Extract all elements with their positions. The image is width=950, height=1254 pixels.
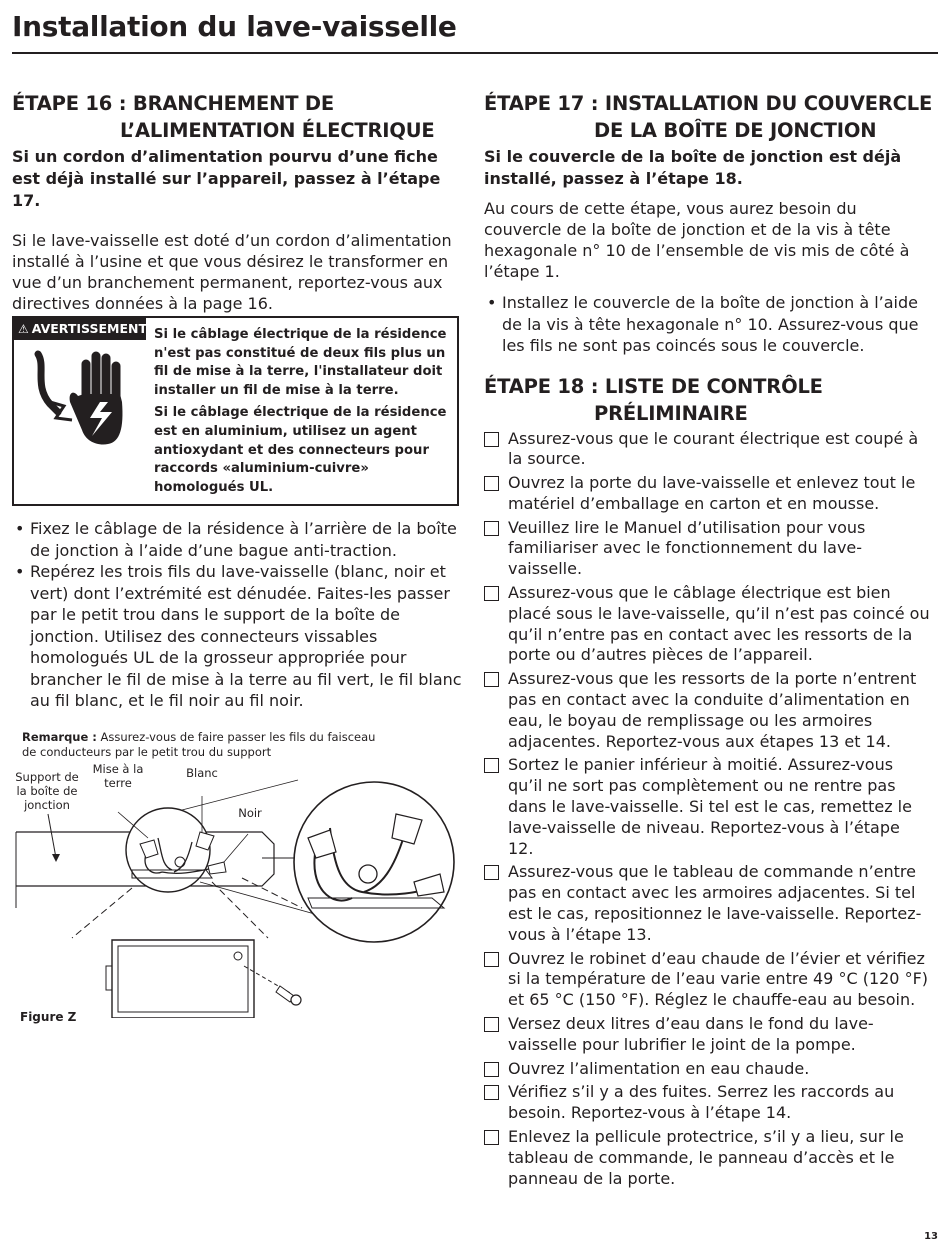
checkbox[interactable]: [484, 952, 499, 967]
checklist-item: [484, 1082, 930, 1124]
figure-note-bold: Remarque :: [22, 730, 97, 744]
checkbox[interactable]: [484, 521, 499, 536]
electric-shock-hazard-icon: [28, 346, 138, 456]
warning-text: [154, 326, 454, 497]
checklist-item-text: Ouvrez le robinet d’eau chaude de l’évier et vérifiez si la température de l’eau varie entre 49 °C (120 °F) et 65 °C (150 °F). Réglez le chauffe-eau au besoin.: [508, 948, 929, 1010]
step18-checklist: [484, 429, 930, 1190]
checklist-item-text: Assurez-vous que le câblage électrique est bien placé sous le lave-vaisselle, qu’il n’est pas coincé ou qu’il n’entre pas en contact avec les ressorts de la porte ou d’autres pièces de l’appareil.: [508, 583, 930, 665]
step16-heading: [12, 90, 467, 144]
step18-heading-line1: ÉTAPE 18 : LISTE DE CONTRÔLE: [484, 374, 823, 398]
checkbox[interactable]: [484, 432, 499, 447]
checkbox[interactable]: [484, 1017, 499, 1032]
checklist-item-text: Ouvrez la porte du lave-vaisselle et enlevez tout le matériel d’emballage en carton et en mousse.: [508, 473, 916, 513]
checklist-item: [484, 862, 930, 945]
title-rule: [12, 52, 938, 54]
label-black: Noir: [238, 806, 262, 820]
page-number: 13: [924, 1231, 938, 1242]
warning-box: [12, 316, 459, 506]
checklist-item: [484, 429, 930, 471]
right-column: [484, 90, 934, 1189]
step17-bullet-1: • Installez le couvercle de la boîte de jonction à l’aide de la vis à tête hexagonale n° 10. Assurez-vous que les fils ne sont pas coincés sous le couvercle.: [484, 292, 934, 357]
step16-lead: Si un cordon d’alimentation pourvu d’une fiche est déjà installé sur l’appareil, passez à l’étape 17.: [12, 147, 441, 210]
label-junction-support: Support de la boîte de jonction: [15, 770, 79, 812]
checklist-item-text: Veuillez lire le Manuel d’utilisation pour vous familiariser avec le fonctionnement du lave-vaisselle.: [508, 517, 866, 579]
figure-caption: Figure Z: [20, 1010, 77, 1024]
figure-note: [22, 730, 382, 760]
step18-heading-line2: PRÉLIMINAIRE: [594, 401, 748, 425]
checklist-item: [484, 669, 930, 752]
checklist-item: [484, 583, 930, 666]
checklist-item: [484, 1127, 930, 1189]
checklist-item: [484, 473, 930, 515]
step18-heading: [484, 373, 934, 427]
step17-heading: [484, 90, 934, 144]
figure-z-illustration: [12, 758, 467, 1018]
label-ground: Mise à la terre: [92, 762, 144, 790]
checklist-item: [484, 518, 930, 580]
step16-heading-line1: ÉTAPE 16 : BRANCHEMENT DE: [12, 92, 334, 115]
step17-bullets: [484, 292, 934, 357]
checklist-item-text: Assurez-vous que le tableau de commande n’entre pas en contact avec les armoires adjacentes. Si tel est le cas, repositionnez le lave-vaisselle. Reportez-vous à l’étape 13.: [508, 862, 922, 944]
checklist-item-text: Sortez le panier inférieur à moitié. Assurez-vous qu’il ne sort pas complètement ou ne rentre pas dans le lave-vaisselle. Si tel est le cas, remettez le lave-vaisselle de niveau. Reportez-vous à l’étape 12.: [508, 755, 912, 858]
warning-label: [14, 318, 146, 340]
step16-heading-line2: L’ALIMENTATION ÉLECTRIQUE: [120, 119, 435, 142]
step17-heading-line1: ÉTAPE 17 : INSTALLATION DU COUVERCLE: [484, 92, 933, 115]
step17-intro: Au cours de cette étape, vous aurez besoin du couvercle de la boîte de jonction et de la vis à tête hexagonale n° 10 de l’ensemble de vis mis de côté à l’étape 1.: [484, 199, 910, 281]
step16-intro: Si le lave-vaisselle est doté d’un cordon d’alimentation installé à l’usine et que vous désirez le transformer en vue d’un branchement permanent, reportez-vous aux directives données à la page 16.: [12, 231, 452, 313]
figure-note-text: Assurez-vous de faire passer les fils du faisceau de conducteurs par le petit trou du support: [22, 730, 376, 759]
step16-bullets: [12, 518, 467, 712]
warning-text-1: Si le câblage électrique de la résidence n'est pas constitué de deux fils plus un fil de mise à la terre, l'installateur doit installer un fil de mise à la terre.: [154, 327, 447, 398]
checkbox[interactable]: [484, 1062, 499, 1077]
step16-bullet-2: • Repérez les trois fils du lave-vaisselle (blanc, noir et vert) dont l’extrémité est dénudée. Faites-les passer par le petit trou dans le support de la boîte de jonction. Utilisez des connecteurs vissables homologués UL de la grosseur appropriée pour brancher le fil de mise à la terre au fil vert, le fil blanc au fil blanc, et le fil noir au fil noir.: [12, 561, 467, 712]
checklist-item-text: Ouvrez l’alimentation en eau chaude.: [508, 1058, 810, 1078]
checklist-item-text: Assurez-vous que les ressorts de la porte n’entrent pas en contact avec la conduite d’alimentation en eau, le boyau de remplissage ou les armoires adjacentes. Reportez-vous aux étapes 13 et 14.: [508, 669, 917, 751]
page-title: Installation du lave-vaisselle: [12, 10, 457, 43]
checkbox[interactable]: [484, 476, 499, 491]
warning-label-text: AVERTISSEMENT: [31, 321, 147, 336]
checklist-item: [484, 1014, 930, 1056]
checkbox[interactable]: [484, 1130, 499, 1145]
step16-bullet-1: • Fixez le câblage de la résidence à l’arrière de la boîte de jonction à l’aide d’une bague anti-traction.: [12, 518, 467, 561]
checkbox[interactable]: [484, 758, 499, 773]
checklist-item: [484, 949, 930, 1011]
step17-heading-line2: DE LA BOÎTE DE JONCTION: [594, 119, 877, 142]
checklist-item-text: Enlevez la pellicule protectrice, s’il y a lieu, sur le tableau de commande, le panneau d’accès et le panneau de la porte.: [508, 1127, 904, 1188]
left-column: [12, 90, 467, 1024]
checklist-item-text: Vérifiez s’il y a des fuites. Serrez les raccords au besoin. Reportez-vous à l’étape 14.: [508, 1082, 895, 1123]
checkbox[interactable]: [484, 672, 499, 687]
checklist-item-text: Assurez-vous que le courant électrique est coupé à la source.: [508, 428, 919, 469]
warning-text-2: Si le câblage électrique de la résidence est en aluminium, utilisez un agent antioxydant et des connecteurs pour raccords «aluminium-cuivre» homologués UL.: [154, 405, 447, 495]
checklist-item-text: Versez deux litres d’eau dans le fond du lave-vaisselle pour lubrifier le joint de la pompe.: [508, 1014, 874, 1054]
step17-lead: Si le couvercle de la boîte de jonction est déjà installé, passez à l’étape 18.: [484, 147, 902, 188]
checkbox[interactable]: [484, 1085, 499, 1100]
checkbox[interactable]: [484, 865, 499, 880]
checklist-item: [484, 1059, 930, 1080]
checklist-item: [484, 755, 930, 859]
warning-triangle-icon: ⚠: [18, 322, 29, 336]
label-white: Blanc: [186, 766, 218, 780]
checkbox[interactable]: [484, 586, 499, 601]
